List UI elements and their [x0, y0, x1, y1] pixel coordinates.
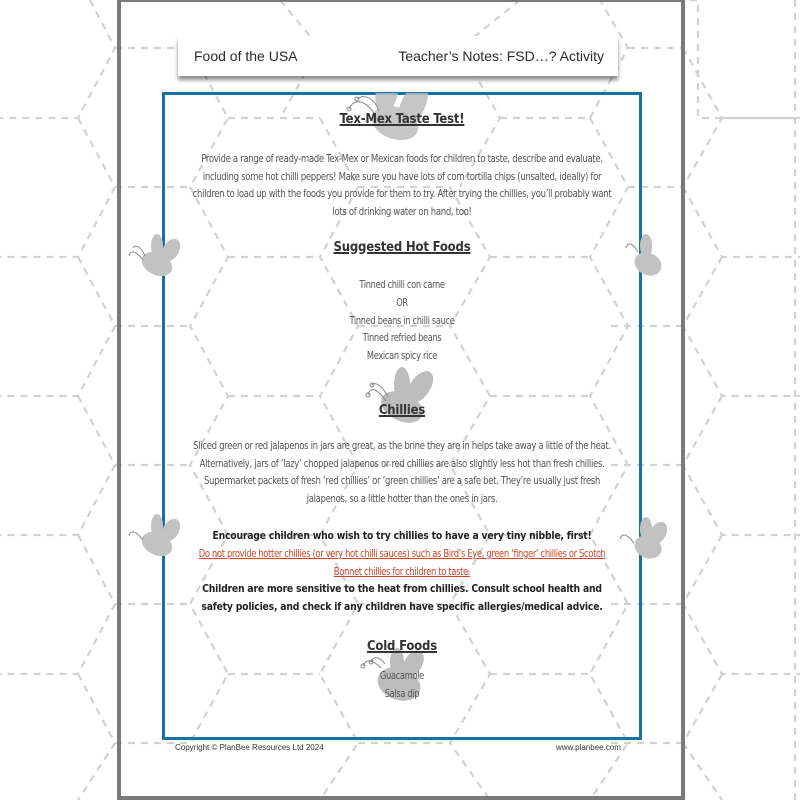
- heading-tex-mex-taste-test: Tex-Mex Taste Test!: [339, 112, 465, 127]
- copyright-text: Copyright © PlanBee Resources Ltd 2024: [175, 743, 324, 752]
- hot-food-item: Tinned beans in chilli sauce: [349, 316, 455, 327]
- taste-test-paragraph: [184, 151, 619, 221]
- cold-food-item: Salsa dip: [384, 689, 420, 700]
- cold-food-item: Guacamole: [380, 671, 424, 682]
- paragraph-line: Alternatively, jars of ‘lazy’ chopped jalapenos or red chillies are also slightly less hot than fresh chillies.: [199, 458, 605, 470]
- header-left-title: Food of the USA: [194, 48, 298, 64]
- paragraph-line: Supermarket packets of fresh ‘red chillies’ or ‘green chillies’ are a safe bet. They’re usually just fresh: [204, 476, 600, 487]
- heading-chillies: Chillies: [378, 403, 426, 418]
- warning-line: Bonnet chillies for children to taste.: [333, 566, 471, 578]
- page-header: [178, 36, 618, 76]
- heading-suggested-hot-foods: Suggested Hot Foods: [333, 240, 471, 255]
- note-line: safety policies, and check if any children have specific allergies/medical advice.: [201, 600, 603, 613]
- heading-cold-foods: Cold Foods: [367, 639, 437, 654]
- chillies-paragraph: [184, 438, 619, 508]
- warning-line: Do not provide hotter chillies (or very hot chilli sauces) such as Bird’s Eye, green ‘finger’ chillies or Scotch: [198, 549, 606, 560]
- sensitivity-note: [168, 581, 636, 616]
- paragraph-line: jalapenos, so a little hotter than the ones in jars.: [306, 493, 498, 505]
- hot-food-item: Tinned refried beans: [362, 333, 442, 344]
- hot-food-item: Tinned chilli con carne: [359, 280, 445, 291]
- paragraph-line: Provide a range of ready-made Tex-Mex or Mexican foods for children to taste, describe and evaluate,: [201, 154, 603, 165]
- header-right-title: Teacher’s Notes: FSD…? Activity: [398, 48, 604, 64]
- paragraph-line: Sliced green or red jalapenos in jars are great, as the brine they are in helps take away a little of the heat.: [193, 441, 611, 452]
- paragraph-line: including some hot chilli peppers! Make sure you have lots of corn tortilla chips (unsalted, ideally) for: [202, 171, 602, 183]
- hot-food-item: OR: [396, 298, 408, 309]
- do-not-provide-warning: [187, 546, 618, 581]
- paragraph-line: children to load up with the foods you provide for them to try. After trying the chillies, you’ll probably want: [192, 189, 612, 200]
- paragraph-line: lots of drinking water on hand, too!: [332, 206, 472, 218]
- hot-food-item: Mexican spicy rice: [366, 351, 438, 362]
- note-line: Children are more sensitive to the heat from chillies. Consult school health and: [202, 583, 602, 595]
- website-link[interactable]: www.planbee.com: [556, 743, 621, 752]
- encourage-nibble-note: Encourage children who wish to try chillies to have a very tiny nibble, first!: [212, 530, 592, 542]
